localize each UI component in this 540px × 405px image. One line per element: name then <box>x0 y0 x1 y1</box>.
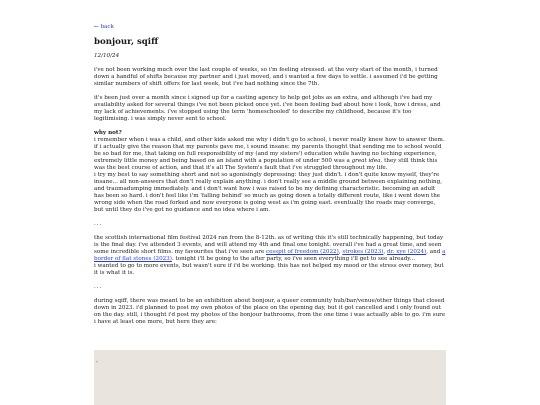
paragraph-childhood-text: i remember when i was a child, and other kids asked me why i didn't go to school, i never really knew how to answer them. if i actually give the reason that my parents gave me, i sound insane: my parents thought that sending me to school would be so bad for me, that taking on full responsibility of my (and my sisters') education while having no teching experience, extremely little money and being based on an island with a population of under 500 was a <box>94 137 445 164</box>
festival-text-d: , and <box>426 249 443 255</box>
section-heading-why-not: why not? <box>94 130 122 136</box>
link-dr-xye[interactable]: dr. xye (2024) <box>387 249 427 255</box>
paragraph-explaining: i try my best to say something short and not so agonisingly depressing: they just didn't. i don't quite know myself, they're insane... all non-answers that don't really explain anything. i don't really see a middle ground between explaining nothing, and traumadumping immediately. and i don't want how i was raised to be my defining characteristic. becoming an adult has been so hard. i don't feel like i'm 'falling behind' so much as going down a totally different route, like i went down the wrong side when the road forked and now everyone is going west as i'm going east. eventually the roads may converge, but until they do i've got no guidance and no idea where i am. <box>94 172 443 213</box>
paragraph-childhood-end: . they still think this was the best course of action, and that it's all The System's fault that i've struggled throughout my life. <box>94 158 438 171</box>
paragraph-work: i've not been working much over the last couple of weeks, so i'm feeling stressed. at the very start of the month, i turned down a handful of shifts because my partner and i just moved, and i wanted a few days to settle. i assumed i'd be getting similar numbers of shift offers for last week, but i've had nothing since the 7th. <box>94 67 438 87</box>
separator: ... <box>94 221 103 227</box>
festival-text-c: , <box>383 249 387 255</box>
paragraph-casting: it's been just over a month since i signed up for a casting agency to help get jobs as an extra, and although i've had my availability asked for several things i've not been picked once yet. i've been feeling bad about how i look, how i dress, and my lack of achievements. i've stopped using the term 'homeschooled' to describe my childhood, because it's too legitimising. i was simply never sent to school. <box>94 95 441 122</box>
link-cesspit-of-freedom[interactable]: cesspit of freedom (2022) <box>265 249 339 255</box>
paragraph-bonjour: during sqiff, there was meant to be an exhibition about bonjour, a queer community hub/bar/venue/other things that closed down in 2023. i'd planned to post my own photos of the place on the opening day, but it got cancelled and i only found out on the day. still, i thought i'd post my photos of the bonjour bathrooms, from the one time i was actually able to go. i'm sure i have at least one more, but here they are: <box>94 298 446 325</box>
link-strokes[interactable]: strokes (2023) <box>342 249 384 255</box>
paragraph-festival <box>94 235 446 263</box>
paragraph-childhood <box>94 137 446 172</box>
back-link[interactable]: ← back <box>94 24 114 30</box>
emphasis-great-idea: great idea <box>351 158 381 164</box>
separator-2: ... <box>94 284 103 290</box>
link-a-border-of-flat-stones[interactable]: a border of flat stones (2023) <box>94 249 446 262</box>
post-date: 12/10/24 <box>94 53 120 59</box>
festival-text-a: the scottish international film festival 2024 ran from the 8-12th. as of writing this it's still technically happening, but today is the final day. i've attended 3 events, and will attend my 4th and final one tonight. overall i've had a great time, and seen some incredible short films. my favourites that i've seen are <box>94 235 444 255</box>
post-title: bonjour, sqiff <box>94 37 159 47</box>
blog-post <box>94 24 446 333</box>
photo-corner-mark: ‹ <box>96 359 98 365</box>
bathroom-photo <box>94 350 446 405</box>
festival-text-b: , <box>338 249 343 255</box>
paragraph-events: i wanted to go to more events, but wasn't sure if i'd be working. this has not helped my mood or the stress over money, but it is what it is. <box>94 263 444 276</box>
festival-text-e: . tonight i'll be going to the after party, so i've seen everything i'll get to see already... <box>171 256 416 262</box>
